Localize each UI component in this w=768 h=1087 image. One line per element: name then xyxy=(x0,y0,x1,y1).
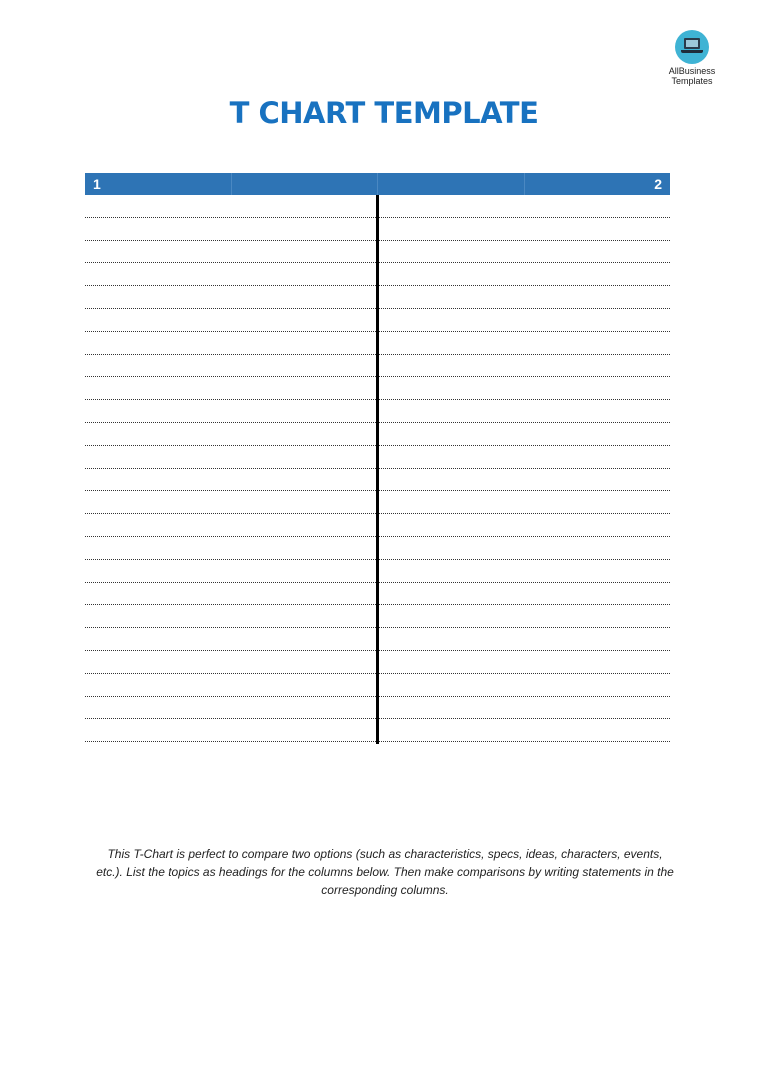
t-chart-divider xyxy=(376,195,379,744)
header-cell-2[interactable] xyxy=(232,173,379,195)
logo-line2: Templates xyxy=(671,76,713,86)
table-header xyxy=(85,173,670,195)
logo-line1: AllBusiness xyxy=(668,66,716,76)
page-title: T CHART TEMPLATE xyxy=(229,96,539,130)
header-cell-1[interactable]: 1 xyxy=(85,173,232,195)
description-text: This T-Chart is perfect to compare two options (such as characteristics, specs, ideas, characters, events, etc.). List the topics as headings for the columns below. Then make comparisons by writing statements in the corresponding columns. xyxy=(96,847,674,897)
header-cell-3[interactable] xyxy=(378,173,525,195)
logo-text xyxy=(666,66,718,86)
header-cell-4[interactable]: 2 xyxy=(654,176,662,192)
brand-logo xyxy=(666,30,718,86)
laptop-icon xyxy=(675,30,709,64)
